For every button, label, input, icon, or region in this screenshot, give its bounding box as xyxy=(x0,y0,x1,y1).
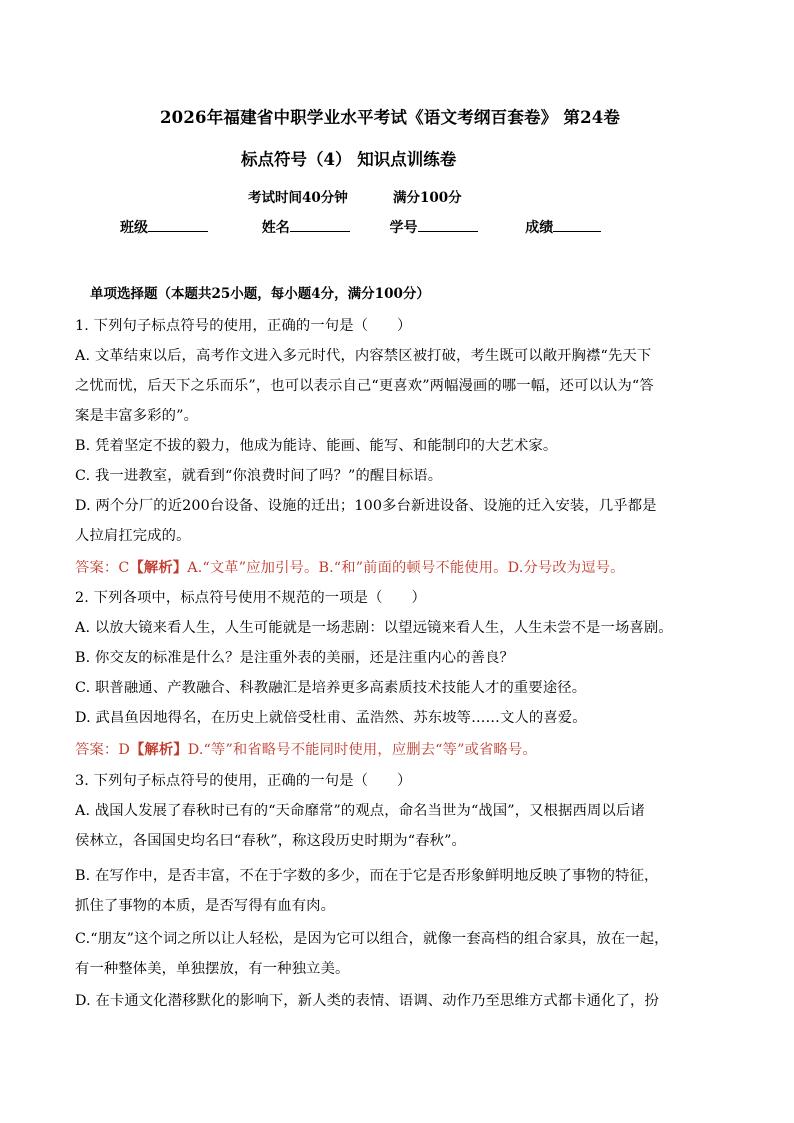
q1-analysis-tag: 【解析】 xyxy=(129,560,188,576)
q2-option-c: C. 职普融通、产教融合、科教融汇是培养更多高素质技术技能人才的重要途径。 xyxy=(75,680,587,696)
question-3: 3. 下列句子标点符号的使用，正确的一句是（ ） xyxy=(75,773,412,789)
q2-analysis-text: D.“等”和省略号不能同时使用，应删去“等”或省略号。 xyxy=(187,742,537,758)
q3-option-b-line1: B. 在写作中，是否丰富，不在于字数的多少，而在于它是否形象鲜明地反映了事物的特征， xyxy=(75,868,659,884)
q3-option-c-line2: 有一种整体美，单独摆放，有一种独立美。 xyxy=(75,961,350,977)
section-title: 单项选择题（本题共25小题，每小题4分，满分100分） xyxy=(90,286,430,302)
question-1: 1. 下列句子标点符号的使用，正确的一句是（ ） xyxy=(75,318,412,334)
q3-option-d-line1: D. 在卡通文化潜移默化的影响下，新人类的表情、语调、动作乃至思维方式都卡通化了，扮 xyxy=(75,993,659,1009)
q2-option-d: D. 武昌鱼因地得名，在历史上就倍受杜甫、孟浩然、苏东坡等……文人的喜爱。 xyxy=(75,710,587,726)
exam-subtitle: 标点符号（4） 知识点训练卷 xyxy=(241,150,457,169)
name-label: 姓名 xyxy=(261,220,290,236)
q3-option-a-line2: 侯林立，各国国史均名曰“春秋”，称这段历史时期为“春秋”。 xyxy=(75,833,467,849)
q2-option-b: B. 你交友的标准是什么？是注重外表的美丽，还是注重内心的善良？ xyxy=(75,650,515,666)
q2-answer-prefix: 答案：D xyxy=(75,742,130,758)
q2-option-a: A. 以放大镜来看人生，人生可能就是一场悲剧：以望远镜来看人生，人生未尝不是一场喜剧。 xyxy=(75,620,673,636)
grade-blank[interactable] xyxy=(553,217,601,232)
q1-answer xyxy=(75,557,625,577)
q2-analysis-tag: 【解析】 xyxy=(129,742,188,758)
exam-total-score: 满分100分 xyxy=(393,190,462,206)
grade-label: 成绩 xyxy=(525,220,554,236)
q3-option-b-line2: 抓住了事物的本质，是否写得有血有肉。 xyxy=(75,898,336,914)
q1-analysis-text: A.“文革”应加引号。B.“和”前面的顿号不能使用。D.分号改为逗号。 xyxy=(187,560,625,576)
q1-option-a-line2: 之忧而忧，后天下之乐而乐”，也可以表示自己“更喜欢”两幅漫画的哪一幅，还可以认为“答 xyxy=(75,378,654,394)
q3-option-c-line1: C.“朋友”这个词之所以让人轻松，是因为它可以组合，就像一套高档的组合家具，放在一起， xyxy=(75,931,669,947)
q1-option-a-line1: A. 文革结束以后，高考作文进入多元时代，内容禁区被打破，考生既可以敞开胸襟“先天下 xyxy=(75,348,652,364)
q2-answer xyxy=(75,739,537,759)
q1-answer-prefix: 答案：C xyxy=(75,560,130,576)
student-id-blank[interactable] xyxy=(418,217,478,232)
q1-option-b: B. 凭着坚定不拔的毅力，他成为能诗、能画、能写、和能制印的大艺术家。 xyxy=(75,438,558,454)
name-blank[interactable] xyxy=(290,217,350,232)
exam-title: 2026年福建省中职学业水平考试《语文考纲百套卷》 第24卷 xyxy=(160,108,621,127)
student-info-fields xyxy=(120,217,601,237)
student-id-label: 学号 xyxy=(389,220,418,236)
q1-option-a-line3: 案是丰富多彩的”。 xyxy=(75,408,199,424)
class-label: 班级 xyxy=(120,220,148,236)
q3-option-a-line1: A. 战国人发展了春秋时已有的“天命靡常”的观点，命名当世为“战国”，又根据西周以后诸 xyxy=(75,803,645,819)
q1-option-d-line2: 人拉肩扛完成的。 xyxy=(75,528,191,544)
class-blank[interactable] xyxy=(148,217,208,232)
q1-option-d-line1: D. 两个分厂的近200台设备、设施的迁出；100多台新进设备、设施的迁入安装，几乎都是 xyxy=(75,498,657,514)
question-2: 2. 下列各项中，标点符号使用不规范的一项是（ ） xyxy=(75,590,426,606)
q1-option-c: C. 我一进教室，就看到“你浪费时间了吗？”的醒目标语。 xyxy=(75,468,443,484)
exam-time: 考试时间40分钟 xyxy=(248,190,348,206)
